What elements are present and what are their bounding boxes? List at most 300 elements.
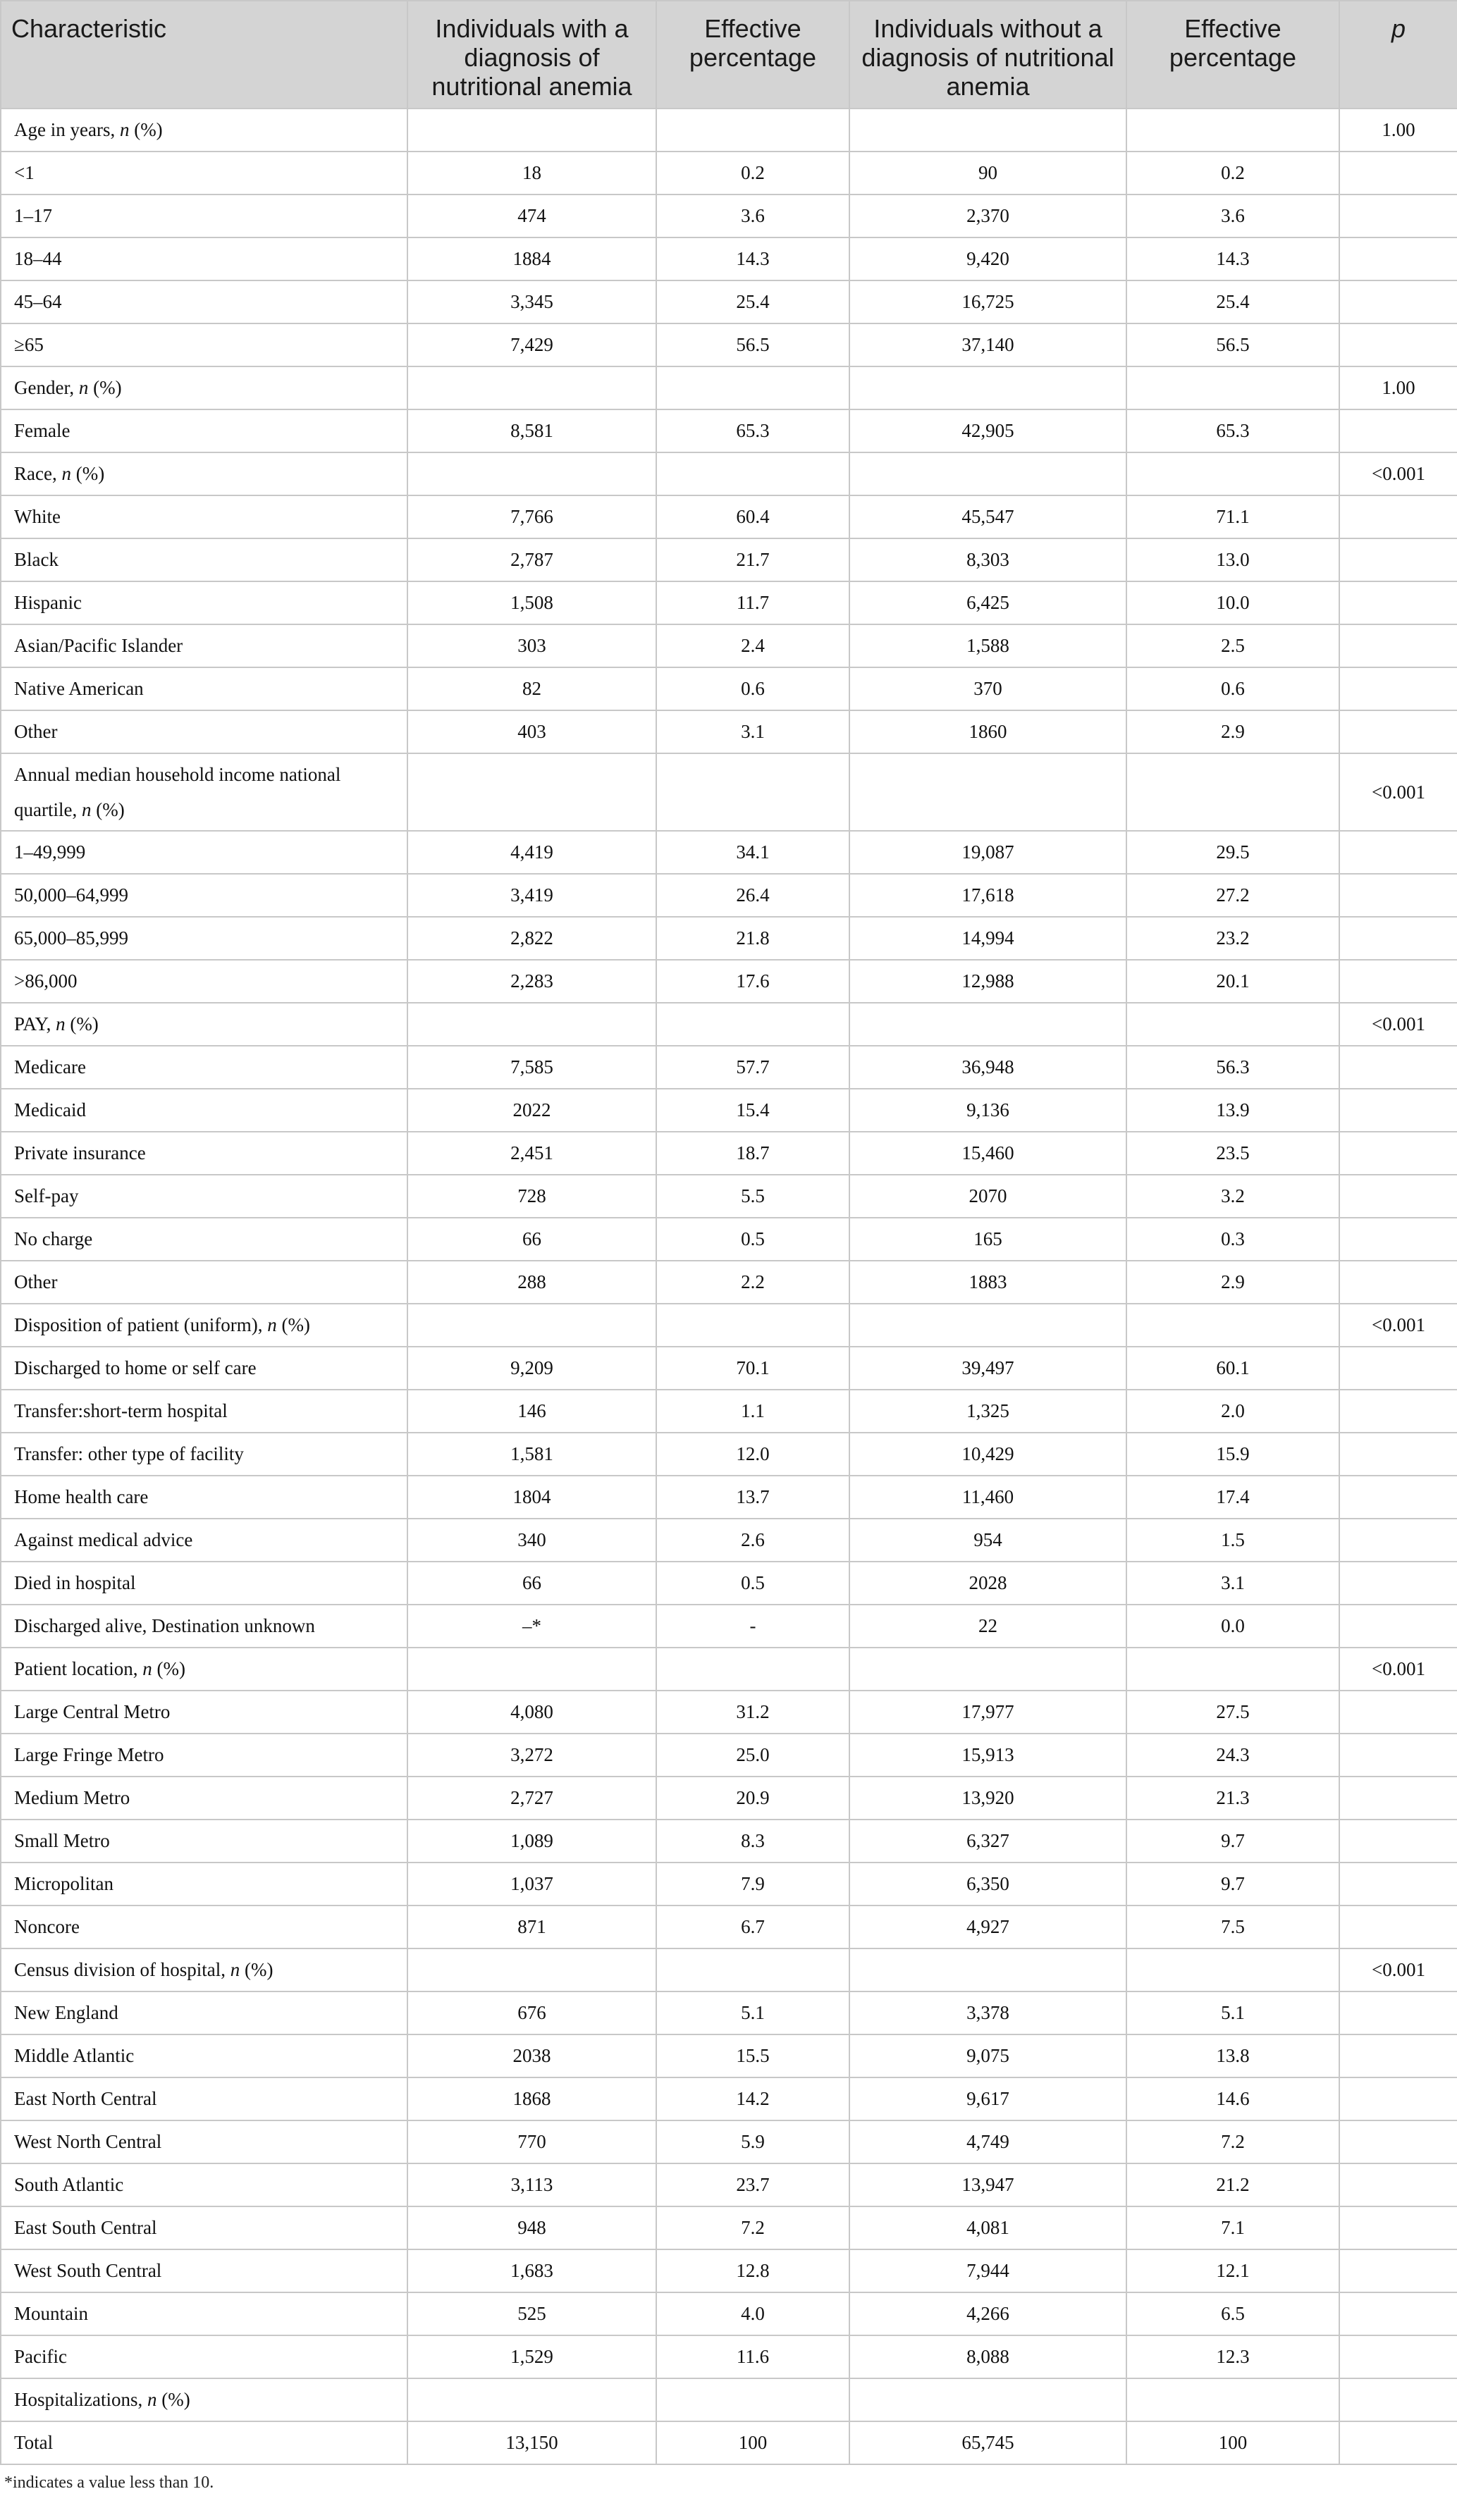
characteristic-label: Other: [14, 721, 58, 742]
without-percentage-cell: 2.9: [1126, 1261, 1339, 1304]
table-row: [1, 2335, 1457, 2378]
with-percentage-cell: 5.9: [656, 2120, 849, 2163]
p-value-cell: [1339, 624, 1457, 667]
table-footnote: *indicates a value less than 10.: [4, 2473, 214, 2492]
table-row: [1, 1003, 1457, 1046]
p-value-cell: [1339, 538, 1457, 581]
characteristic-label: ≥65: [14, 334, 44, 355]
characteristic-label: White: [14, 506, 61, 527]
characteristic-label: >86,000: [14, 970, 78, 992]
characteristic-cell: [1, 2378, 407, 2421]
without-count-cell: 37,140: [849, 323, 1126, 366]
p-value-cell: <0.001: [1339, 1648, 1457, 1691]
without-percentage-cell: 3.1: [1126, 1562, 1339, 1605]
characteristic-cell: [1, 1906, 407, 1948]
table-body: [1, 109, 1457, 2464]
characteristic-cell: [1, 960, 407, 1003]
with-percentage-cell: 14.2: [656, 2077, 849, 2120]
without-count-cell: [849, 2378, 1126, 2421]
characteristic-label: 1–49,999: [14, 841, 86, 863]
with-percentage-cell: 70.1: [656, 1347, 849, 1390]
table-row: [1, 194, 1457, 237]
with-count-cell: 340: [407, 1519, 656, 1562]
without-count-cell: 954: [849, 1519, 1126, 1562]
with-percentage-cell: 14.3: [656, 237, 849, 280]
with-count-cell: 66: [407, 1562, 656, 1605]
with-count-cell: 3,345: [407, 280, 656, 323]
without-percentage-cell: 9.7: [1126, 1863, 1339, 1906]
p-value-cell: [1339, 1991, 1457, 2034]
header-without-diagnosis: Individuals without a diagnosis of nutritional anemia: [849, 1, 1126, 109]
table-row: [1, 323, 1457, 366]
without-count-cell: 3,378: [849, 1991, 1126, 2034]
with-count-cell: [407, 1003, 656, 1046]
characteristic-cell: [1, 194, 407, 237]
table-row: [1, 2206, 1457, 2249]
p-value-cell: [1339, 194, 1457, 237]
with-count-cell: 525: [407, 2292, 656, 2335]
with-count-cell: 18: [407, 152, 656, 194]
with-percentage-cell: 18.7: [656, 1132, 849, 1175]
characteristic-cell: [1, 1734, 407, 1777]
table-row: [1, 2077, 1457, 2120]
with-count-cell: 948: [407, 2206, 656, 2249]
characteristic-label: 45–64: [14, 291, 62, 312]
characteristic-label-n: n: [56, 1013, 66, 1034]
without-count-cell: 9,075: [849, 2034, 1126, 2077]
with-count-cell: 1,037: [407, 1863, 656, 1906]
table-row: [1, 1734, 1457, 1777]
with-percentage-cell: 17.6: [656, 960, 849, 1003]
with-count-cell: 676: [407, 1991, 656, 2034]
with-count-cell: 9,209: [407, 1347, 656, 1390]
without-percentage-cell: 2.9: [1126, 710, 1339, 753]
without-count-cell: 65,745: [849, 2421, 1126, 2464]
characteristic-cell: [1, 917, 407, 960]
characteristic-label-n: n: [81, 799, 92, 820]
p-value-cell: [1339, 323, 1457, 366]
with-percentage-cell: 5.5: [656, 1175, 849, 1218]
without-count-cell: 12,988: [849, 960, 1126, 1003]
with-percentage-cell: 26.4: [656, 874, 849, 917]
header-effective-percentage-with: Effective percentage: [656, 1, 849, 109]
characteristic-label: Discharged alive, Destination unknown: [14, 1615, 315, 1636]
without-count-cell: 370: [849, 667, 1126, 710]
with-count-cell: 871: [407, 1906, 656, 1948]
characteristic-label: West South Central: [14, 2260, 162, 2281]
header-characteristic: Characteristic: [1, 1, 407, 109]
with-count-cell: 3,419: [407, 874, 656, 917]
with-count-cell: 2,822: [407, 917, 656, 960]
characteristic-cell: [1, 2163, 407, 2206]
characteristic-label: PAY,: [14, 1013, 56, 1034]
characteristic-label: Discharged to home or self care: [14, 1357, 257, 1378]
with-count-cell: 2038: [407, 2034, 656, 2077]
table-row: [1, 366, 1457, 409]
with-percentage-cell: 2.6: [656, 1519, 849, 1562]
with-percentage-cell: 34.1: [656, 831, 849, 874]
p-value-cell: <0.001: [1339, 1003, 1457, 1046]
without-percentage-cell: 56.5: [1126, 323, 1339, 366]
characteristic-cell: [1, 1347, 407, 1390]
p-value-cell: [1339, 495, 1457, 538]
characteristic-cell: [1, 581, 407, 624]
with-count-cell: 1804: [407, 1476, 656, 1519]
characteristic-cell: [1, 2120, 407, 2163]
without-percentage-cell: 0.3: [1126, 1218, 1339, 1261]
characteristic-label: Large Central Metro: [14, 1701, 171, 1722]
without-count-cell: [849, 366, 1126, 409]
without-percentage-cell: 6.5: [1126, 2292, 1339, 2335]
with-percentage-cell: 57.7: [656, 1046, 849, 1089]
characteristic-label: No charge: [14, 1228, 93, 1249]
characteristic-cell: [1, 452, 407, 495]
characteristic-label: West North Central: [14, 2131, 162, 2152]
table-row: [1, 152, 1457, 194]
with-count-cell: 2,727: [407, 1777, 656, 1820]
without-percentage-cell: 25.4: [1126, 280, 1339, 323]
with-count-cell: 2,787: [407, 538, 656, 581]
characteristic-label: Pacific: [14, 2346, 67, 2367]
without-count-cell: 1883: [849, 1261, 1126, 1304]
without-count-cell: 165: [849, 1218, 1126, 1261]
characteristic-cell: [1, 495, 407, 538]
characteristic-label: Self-pay: [14, 1185, 79, 1206]
without-count-cell: 9,420: [849, 237, 1126, 280]
table-row: [1, 109, 1457, 152]
characteristic-label: Middle Atlantic: [14, 2045, 135, 2066]
with-count-cell: 770: [407, 2120, 656, 2163]
without-count-cell: 4,927: [849, 1906, 1126, 1948]
table-row: [1, 1476, 1457, 1519]
characteristic-label: 18–44: [14, 248, 62, 269]
with-percentage-cell: 3.6: [656, 194, 849, 237]
table-row: [1, 1863, 1457, 1906]
p-value-cell: [1339, 2421, 1457, 2464]
without-percentage-cell: 60.1: [1126, 1347, 1339, 1390]
characteristic-cell: [1, 624, 407, 667]
table-row: [1, 1777, 1457, 1820]
with-count-cell: 8,581: [407, 409, 656, 452]
characteristic-label: Female: [14, 420, 70, 441]
with-percentage-cell: [656, 366, 849, 409]
with-count-cell: 288: [407, 1261, 656, 1304]
table-row: [1, 538, 1457, 581]
characteristic-label: East North Central: [14, 2088, 157, 2109]
p-value-cell: [1339, 1261, 1457, 1304]
without-percentage-cell: 13.8: [1126, 2034, 1339, 2077]
characteristic-label: Home health care: [14, 1486, 149, 1507]
table-row: [1, 409, 1457, 452]
without-percentage-cell: 7.2: [1126, 2120, 1339, 2163]
with-count-cell: 7,585: [407, 1046, 656, 1089]
characteristic-label-suffix: (%): [129, 119, 163, 140]
without-percentage-cell: 9.7: [1126, 1820, 1339, 1863]
with-count-cell: 82: [407, 667, 656, 710]
with-count-cell: [407, 109, 656, 152]
with-percentage-cell: 1.1: [656, 1390, 849, 1433]
p-value-cell: [1339, 1218, 1457, 1261]
without-percentage-cell: 27.5: [1126, 1691, 1339, 1734]
without-percentage-cell: 0.0: [1126, 1605, 1339, 1648]
with-count-cell: 13,150: [407, 2421, 656, 2464]
characteristic-cell: [1, 2292, 407, 2335]
characteristic-label: East South Central: [14, 2217, 157, 2238]
p-value-cell: [1339, 237, 1457, 280]
with-percentage-cell: 0.5: [656, 1218, 849, 1261]
p-value-cell: [1339, 280, 1457, 323]
p-value-cell: [1339, 1562, 1457, 1605]
characteristic-label: Noncore: [14, 1916, 80, 1937]
characteristic-label: Disposition of patient (uniform),: [14, 1314, 268, 1335]
without-count-cell: [849, 452, 1126, 495]
table-row: [1, 2120, 1457, 2163]
with-percentage-cell: 0.6: [656, 667, 849, 710]
characteristic-cell: [1, 667, 407, 710]
characteristic-cell: [1, 280, 407, 323]
characteristic-label: Asian/Pacific Islander: [14, 635, 183, 656]
without-percentage-cell: 13.0: [1126, 538, 1339, 581]
without-count-cell: 15,460: [849, 1132, 1126, 1175]
characteristic-label: 50,000–64,999: [14, 884, 128, 906]
p-value-cell: [1339, 1390, 1457, 1433]
without-percentage-cell: 7.5: [1126, 1906, 1339, 1948]
table-row: [1, 237, 1457, 280]
characteristic-label: Transfer: other type of facility: [14, 1443, 244, 1464]
table-row: [1, 1089, 1457, 1132]
without-percentage-cell: 17.4: [1126, 1476, 1339, 1519]
with-percentage-cell: 23.7: [656, 2163, 849, 2206]
characteristic-cell: [1, 237, 407, 280]
header-effective-percentage-without: Effective percentage: [1126, 1, 1339, 109]
characteristic-cell: [1, 1863, 407, 1906]
table-row: [1, 1991, 1457, 2034]
p-value-cell: [1339, 1476, 1457, 1519]
with-count-cell: 1,508: [407, 581, 656, 624]
characteristic-cell: [1, 1948, 407, 1991]
p-value-cell: [1339, 2206, 1457, 2249]
p-value-cell: [1339, 1863, 1457, 1906]
table-row: [1, 2249, 1457, 2292]
with-count-cell: [407, 1648, 656, 1691]
characteristic-cell: [1, 323, 407, 366]
characteristic-cell: [1, 2077, 407, 2120]
characteristic-cell: [1, 1519, 407, 1562]
without-count-cell: 17,618: [849, 874, 1126, 917]
without-percentage-cell: 23.2: [1126, 917, 1339, 960]
without-percentage-cell: 21.2: [1126, 2163, 1339, 2206]
characteristic-label: Hospitalizations,: [14, 2389, 147, 2410]
with-percentage-cell: 8.3: [656, 1820, 849, 1863]
without-percentage-cell: 12.1: [1126, 2249, 1339, 2292]
table-row: [1, 495, 1457, 538]
characteristic-cell: [1, 1433, 407, 1476]
with-count-cell: [407, 753, 656, 831]
characteristic-cell: [1, 1175, 407, 1218]
characteristic-label-n: n: [230, 1959, 240, 1980]
with-percentage-cell: 13.7: [656, 1476, 849, 1519]
characteristic-cell: [1, 1132, 407, 1175]
table-row: [1, 1261, 1457, 1304]
without-count-cell: 13,947: [849, 2163, 1126, 2206]
characteristic-cell: [1, 1476, 407, 1519]
characteristic-cell: [1, 1777, 407, 1820]
characteristic-label: Medium Metro: [14, 1787, 130, 1808]
characteristic-cell: [1, 710, 407, 753]
table-row: [1, 1906, 1457, 1948]
with-percentage-cell: 12.0: [656, 1433, 849, 1476]
with-count-cell: 146: [407, 1390, 656, 1433]
characteristic-label: 1–17: [14, 205, 52, 226]
p-value-cell: [1339, 1777, 1457, 1820]
without-percentage-cell: 15.9: [1126, 1433, 1339, 1476]
table-row: [1, 2292, 1457, 2335]
with-percentage-cell: 20.9: [656, 1777, 849, 1820]
without-percentage-cell: [1126, 753, 1339, 831]
without-count-cell: [849, 753, 1126, 831]
p-value-cell: [1339, 1691, 1457, 1734]
p-value-cell: [1339, 409, 1457, 452]
table-row: [1, 667, 1457, 710]
without-count-cell: [849, 1003, 1126, 1046]
without-count-cell: 14,994: [849, 917, 1126, 960]
p-value-cell: [1339, 1734, 1457, 1777]
with-count-cell: [407, 1304, 656, 1347]
without-percentage-cell: 100: [1126, 2421, 1339, 2464]
without-count-cell: 11,460: [849, 1476, 1126, 1519]
without-percentage-cell: [1126, 2378, 1339, 2421]
characteristic-cell: [1, 366, 407, 409]
table-header-row: [1, 1, 1457, 109]
without-percentage-cell: [1126, 1304, 1339, 1347]
characteristic-label: Transfer:short-term hospital: [14, 1400, 228, 1421]
with-count-cell: 4,419: [407, 831, 656, 874]
with-percentage-cell: 25.0: [656, 1734, 849, 1777]
with-percentage-cell: 5.1: [656, 1991, 849, 2034]
characteristic-cell: [1, 1304, 407, 1347]
with-percentage-cell: 25.4: [656, 280, 849, 323]
characteristic-label-suffix: (%): [152, 1658, 185, 1679]
without-percentage-cell: 71.1: [1126, 495, 1339, 538]
header-with-diagnosis: Individuals with a diagnosis of nutritional anemia: [407, 1, 656, 109]
with-count-cell: 1,089: [407, 1820, 656, 1863]
p-value-cell: [1339, 1132, 1457, 1175]
with-count-cell: 7,766: [407, 495, 656, 538]
p-value-cell: [1339, 2249, 1457, 2292]
characteristic-cell: [1, 1218, 407, 1261]
with-percentage-cell: 65.3: [656, 409, 849, 452]
table-row: [1, 2378, 1457, 2421]
without-count-cell: 9,136: [849, 1089, 1126, 1132]
with-count-cell: [407, 366, 656, 409]
without-percentage-cell: 5.1: [1126, 1991, 1339, 2034]
with-percentage-cell: -: [656, 1605, 849, 1648]
characteristic-label: New England: [14, 2002, 118, 2023]
table-row: [1, 624, 1457, 667]
without-percentage-cell: 14.6: [1126, 2077, 1339, 2120]
with-percentage-cell: 7.9: [656, 1863, 849, 1906]
with-count-cell: [407, 452, 656, 495]
p-value-cell: [1339, 1347, 1457, 1390]
characteristic-cell: [1, 1089, 407, 1132]
table-row: [1, 1605, 1457, 1648]
with-percentage-cell: 11.6: [656, 2335, 849, 2378]
without-percentage-cell: 21.3: [1126, 1777, 1339, 1820]
with-count-cell: 66: [407, 1218, 656, 1261]
with-count-cell: 4,080: [407, 1691, 656, 1734]
characteristic-label: Black: [14, 549, 59, 570]
characteristic-label: Large Fringe Metro: [14, 1744, 164, 1765]
without-count-cell: 36,948: [849, 1046, 1126, 1089]
p-value-cell: [1339, 874, 1457, 917]
with-count-cell: 2022: [407, 1089, 656, 1132]
characteristic-label: Patient location,: [14, 1658, 143, 1679]
with-percentage-cell: 3.1: [656, 710, 849, 753]
with-percentage-cell: 4.0: [656, 2292, 849, 2335]
characteristic-label-n: n: [61, 463, 71, 484]
characteristic-cell: [1, 1046, 407, 1089]
characteristic-cell: [1, 1820, 407, 1863]
p-value-cell: [1339, 1906, 1457, 1948]
without-count-cell: 45,547: [849, 495, 1126, 538]
characteristic-label: South Atlantic: [14, 2174, 124, 2195]
without-percentage-cell: 24.3: [1126, 1734, 1339, 1777]
p-value-cell: [1339, 2378, 1457, 2421]
characteristic-label-suffix: (%): [156, 2389, 190, 2410]
p-value-cell: [1339, 2120, 1457, 2163]
characteristic-cell: [1, 2421, 407, 2464]
characteristic-label-suffix: (%): [65, 1013, 99, 1034]
without-count-cell: 1860: [849, 710, 1126, 753]
p-value-cell: <0.001: [1339, 1304, 1457, 1347]
characteristic-cell: [1, 2249, 407, 2292]
with-count-cell: [407, 2378, 656, 2421]
characteristic-label: Other: [14, 1271, 58, 1292]
without-percentage-cell: 3.2: [1126, 1175, 1339, 1218]
characteristic-cell: [1, 152, 407, 194]
without-percentage-cell: 0.2: [1126, 152, 1339, 194]
without-percentage-cell: 7.1: [1126, 2206, 1339, 2249]
p-value-cell: 1.00: [1339, 109, 1457, 152]
without-percentage-cell: [1126, 1648, 1339, 1691]
table-row: [1, 1648, 1457, 1691]
with-percentage-cell: 15.5: [656, 2034, 849, 2077]
without-percentage-cell: 1.5: [1126, 1519, 1339, 1562]
characteristic-cell: [1, 1003, 407, 1046]
table-row: [1, 1046, 1457, 1089]
without-percentage-cell: 12.3: [1126, 2335, 1339, 2378]
with-count-cell: 7,429: [407, 323, 656, 366]
with-percentage-cell: [656, 1948, 849, 1991]
without-percentage-cell: [1126, 452, 1339, 495]
with-count-cell: 3,272: [407, 1734, 656, 1777]
characteristic-label-n: n: [119, 119, 130, 140]
without-count-cell: 42,905: [849, 409, 1126, 452]
table-row: [1, 1519, 1457, 1562]
table-row: [1, 1132, 1457, 1175]
characteristic-label: Mountain: [14, 2303, 88, 2324]
with-count-cell: 728: [407, 1175, 656, 1218]
without-count-cell: [849, 1304, 1126, 1347]
without-percentage-cell: 0.6: [1126, 667, 1339, 710]
with-percentage-cell: 0.2: [656, 152, 849, 194]
table-row: [1, 1175, 1457, 1218]
without-count-cell: 9,617: [849, 2077, 1126, 2120]
characteristic-cell: [1, 831, 407, 874]
p-value-cell: 1.00: [1339, 366, 1457, 409]
characteristic-label: Annual median household income national quartile,: [14, 764, 341, 820]
table-row: [1, 1218, 1457, 1261]
